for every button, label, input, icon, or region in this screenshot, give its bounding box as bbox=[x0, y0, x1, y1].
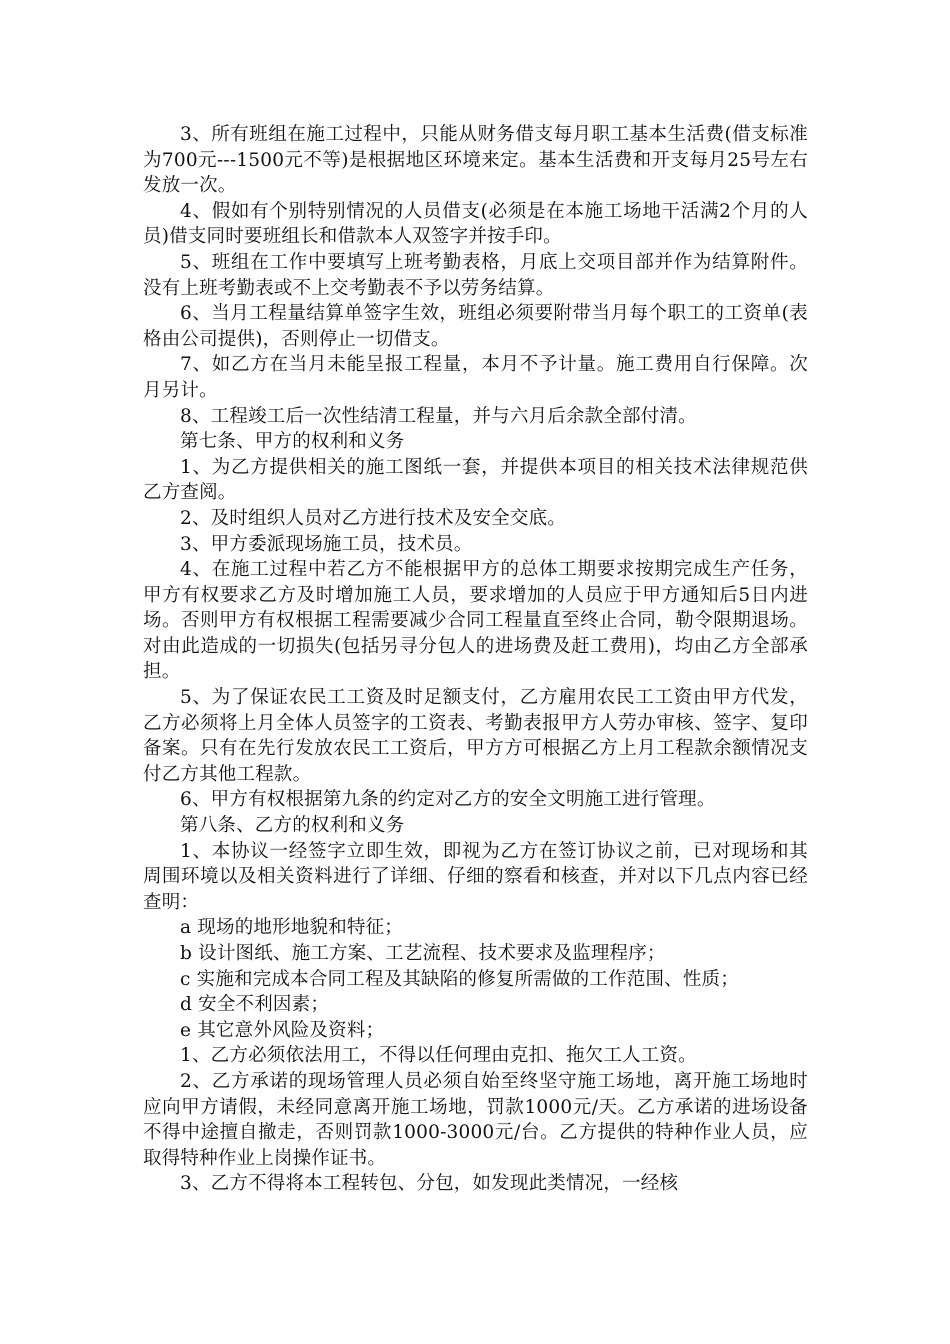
paragraph-agreement-effect: 1、本协议一经签字立即生效，即视为乙方在签订协议之前，已对现场和其周围环境以及相关资料进行了详细、仔细的察看和核查，并对以下几点内容已经查明： bbox=[143, 840, 808, 913]
paragraph-safety-management: 6、甲方有权根据第九条的约定对乙方的安全文明施工进行管理。 bbox=[180, 789, 716, 811]
paragraph-final-settlement: 8、工程竣工后一次性结清工程量，并与六月后余款全部付清。 bbox=[180, 405, 697, 427]
list-item-design-drawings: b 设计图纸、施工方案、工艺流程、技术要求及监理程序； bbox=[180, 943, 666, 964]
paragraph-wage-payment: 5、为了保证农民工工资及时足额支付，乙方雇用农民工工资由甲方代发，乙方必须将上月全体人员签字的工资表、考勤表报甲方人劳办审核、签字、复印备案。只有在先行发放农民工工资后，甲方方可根据乙方上月工程款余额情况支付乙方其他工程款。 bbox=[143, 687, 808, 785]
paragraph-lawful-employment: 1、乙方必须依法用工，不得以任何理由克扣、拖欠工人工资。 bbox=[180, 1045, 697, 1067]
paragraph-attendance-sheet: 5、班组在工作中要填写上班考勤表格，月底上交项目部并作为结算附件。没有上班考勤表或不上交考勤表不予以劳务结算。 bbox=[143, 251, 808, 299]
paragraph-site-management-staff: 2、乙方承诺的现场管理人员必须自始至终坚守施工场地，离开施工场地时应向甲方请假，未经同意离开施工场地，罚款1000元/天。乙方承诺的进场设备不得中途擅自撤走，否则罚款1000-3000元/台。乙方提供的特种作业人员，应取得特种作业上岗操作证书。 bbox=[143, 1070, 808, 1169]
paragraph-payroll-sheet: 6、当月工程量结算单签字生效，班组必须要附带当月每个职工的工资单(表格由公司提供)，否则停止一切借支。 bbox=[143, 303, 808, 350]
list-item-safety-factors: d 安全不利因素； bbox=[180, 994, 330, 1016]
paragraph-site-staff: 3、甲方委派现场施工员，技术员。 bbox=[180, 533, 473, 555]
paragraph-no-subcontracting: 3、乙方不得将本工程转包、分包，如发现此类情况，一经核 bbox=[180, 1173, 679, 1195]
document-page bbox=[143, 122, 808, 1197]
list-item-work-scope: c 实施和完成本合同工程及其缺陷的修复所需做的工作范围、性质； bbox=[180, 968, 739, 990]
section-heading-article-8: 第八条、乙方的权利和义务 bbox=[180, 815, 405, 837]
paragraph-quantity-report: 7、如乙方在当月未能呈报工程量，本月不予计量。施工费用自行保障。次月另计。 bbox=[143, 354, 808, 401]
paragraph-drawings-provision: 1、为乙方提供相关的施工图纸一套，并提供本项目的相关技术法律规范供乙方查阅。 bbox=[143, 456, 808, 504]
paragraph-special-advance: 4、假如有个别特别情况的人员借支(必须是在本施工场地干活满2个月的人员)借支同时要班组长和借款本人双签字并按手印。 bbox=[143, 200, 808, 248]
paragraph-safety-briefing: 2、及时组织人员对乙方进行技术及安全交底。 bbox=[180, 507, 566, 529]
list-item-other-risks: e 其它意外风险及资料； bbox=[180, 1019, 385, 1041]
paragraph-living-expense-advance: 3、所有班组在施工过程中，只能从财务借支每月职工基本生活费(借支标准为700元---1500元不等)是根据地区环境来定。基本生活费和开支每月25号左右发放一次。 bbox=[143, 124, 808, 197]
list-item-terrain: a 现场的地形地貌和特征； bbox=[180, 917, 404, 939]
section-heading-article-7: 第七条、甲方的权利和义务 bbox=[180, 431, 405, 453]
paragraph-schedule-enforcement: 4、在施工过程中若乙方不能根据甲方的总体工期要求按期完成生产任务，甲方有权要求乙方及时增加施工人员，要求增加的人员应于甲方通知后5日内进场。否则甲方有权根据工程需要减少合同工程量直至终止合同，勒令限期退场。对由此造成的一切损失(包括另寻分包人的进场费及赶工费用)，均由乙方全部承担。 bbox=[143, 559, 808, 683]
